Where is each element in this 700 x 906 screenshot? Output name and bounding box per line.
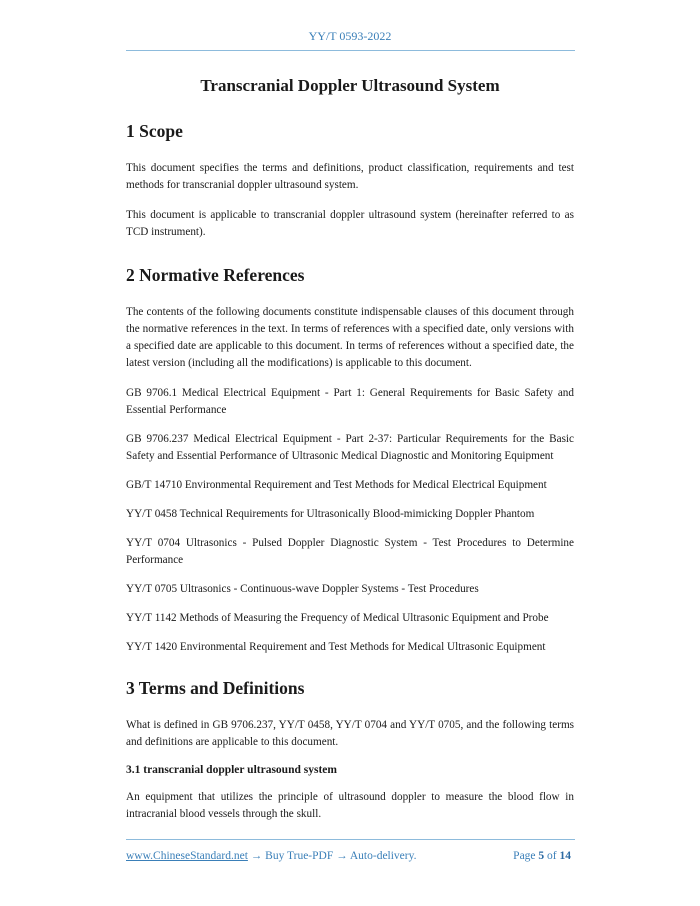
scope-paragraph-2: This document is applicable to transcranial doppler ultrasound system (hereinafter referred to as TCD instrument).	[126, 209, 574, 238]
subsection-3-1-definition: An equipment that utilizes the principle of ultrasound doppler to measure the blood flow in intracranial blood vessels through the skull.	[126, 791, 574, 820]
of-label: of	[547, 850, 557, 862]
auto-delivery-text: Auto-delivery.	[349, 850, 417, 862]
reference-item: YY/T 0458 Technical Requirements for Ultrasonically Blood-mimicking Doppler Phantom	[126, 508, 535, 520]
reference-item: GB/T 14710 Environmental Requirement and Test Methods for Medical Electrical Equipment	[126, 479, 547, 491]
arrow-right-icon: →	[250, 850, 263, 862]
arrow-right-icon: →	[336, 850, 348, 862]
buy-true-pdf-text: Buy True-PDF	[265, 850, 334, 862]
total-pages: 14	[559, 850, 571, 862]
subsection-heading-3-1: 3.1 transcranial doppler ultrasound system	[126, 764, 337, 776]
page-content	[126, 76, 574, 836]
terms-intro-paragraph: What is defined in GB 9706.237, YY/T 0458, YY/T 0704 and YY/T 0705, and the following terms and definitions are applicable to this document.	[126, 719, 574, 748]
footer-divider	[126, 839, 575, 840]
reference-item: YY/T 1142 Methods of Measuring the Frequency of Medical Ultrasonic Equipment and Probe	[126, 612, 549, 624]
reference-item: YY/T 1420 Environmental Requirement and Test Methods for Medical Ultrasonic Equipment	[126, 641, 546, 653]
reference-item: GB 9706.1 Medical Electrical Equipment - Part 1: General Requirements for Basic Safety and Essential Performance	[126, 387, 574, 416]
header-standard-code: YY/T 0593-2022	[308, 29, 392, 43]
section-heading-terms-definitions: 3 Terms and Definitions	[126, 678, 305, 698]
page-label: Page	[513, 850, 536, 862]
reference-item: GB 9706.237 Medical Electrical Equipment - Part 2-37: Particular Requirements for the Basic Safety and Essential Performance of Ultrasonic Medical Diagnostic and Monitoring Equipment	[126, 433, 574, 462]
header-divider	[126, 50, 575, 51]
reference-item: YY/T 0704 Ultrasonics - Pulsed Doppler Diagnostic System - Test Procedures to Determine Performance	[126, 537, 574, 566]
page-footer	[126, 850, 575, 862]
scope-paragraph-1: This document specifies the terms and definitions, product classification, requirements and test methods for transcranial doppler ultrasound system.	[126, 162, 574, 191]
document-title: Transcranial Doppler Ultrasound System	[200, 76, 500, 95]
section-heading-normative-references: 2 Normative References	[126, 265, 305, 285]
page-number	[513, 850, 571, 862]
normative-intro-paragraph: The contents of the following documents constitute indispensable clauses of this document through the normative references in the text. In terms of references with a specified date, only versions with a specified date are applicable to this document. In terms of references without a specified date, the latest version (including all the modifications) is applicable to this document.	[126, 306, 574, 369]
section-heading-scope: 1 Scope	[126, 121, 183, 141]
reference-item: YY/T 0705 Ultrasonics - Continuous-wave Doppler Systems - Test Procedures	[126, 583, 479, 595]
website-link[interactable]: www.ChineseStandard.net	[126, 850, 248, 862]
current-page: 5	[538, 850, 545, 862]
